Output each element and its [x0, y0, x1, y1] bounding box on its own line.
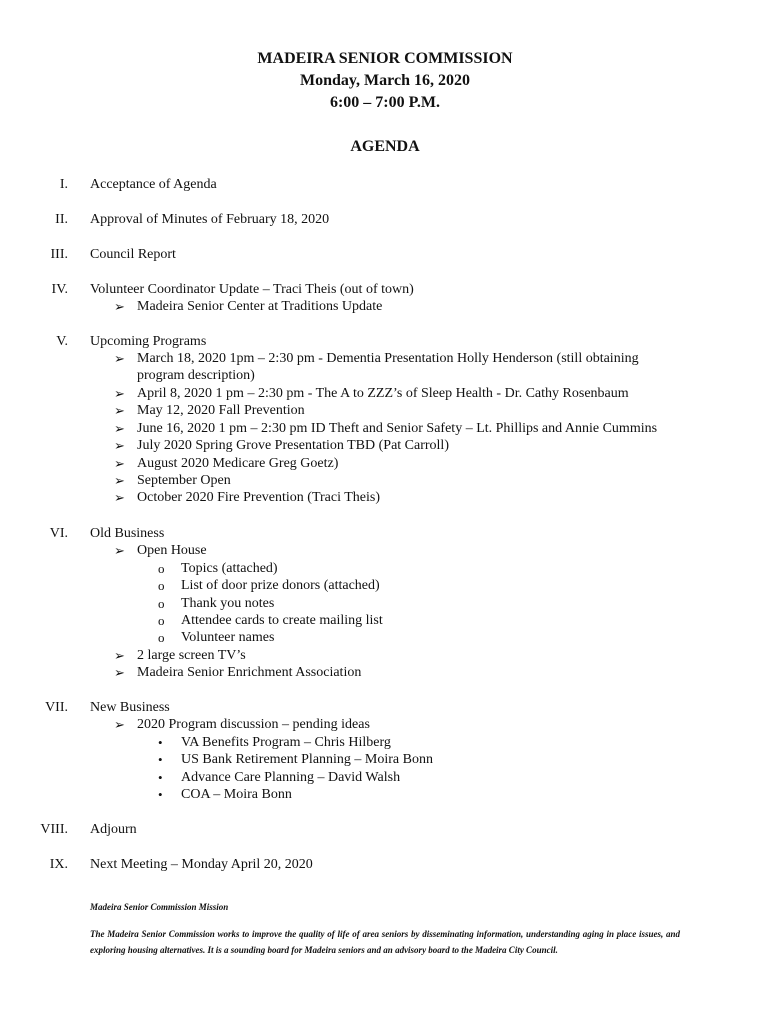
agenda-item: Next Meeting – Monday April 20, 2020 [90, 857, 313, 872]
dot-bullet-icon: • [158, 787, 163, 802]
agenda-item: Old Business [90, 526, 165, 541]
arrow-bullet-icon: ➢ [114, 456, 125, 471]
sub-sub-item: US Bank Retirement Planning – Moira Bonn [181, 752, 433, 767]
item-number: I. [59, 177, 68, 192]
circle-bullet-icon: o [158, 578, 165, 593]
arrow-bullet-icon: ➢ [114, 490, 125, 505]
sub-item: 2020 Program discussion – pending ideas [137, 717, 370, 732]
sub-sub-item: Advance Care Planning – David Walsh [181, 770, 401, 785]
arrow-bullet-icon: ➢ [114, 351, 125, 366]
sub-item-continuation: program description) [137, 368, 255, 383]
sub-item: April 8, 2020 1 pm – 2:30 pm - The A to ZZZ’s of Sleep Health - Dr. Cathy Rosenbaum [137, 386, 629, 401]
meeting-time: 6:00 – 7:00 P.M. [329, 94, 441, 111]
agenda-item: Adjourn [90, 822, 137, 837]
sub-sub-item: Attendee cards to create mailing list [181, 613, 383, 628]
agenda-heading: AGENDA [350, 138, 420, 155]
dot-bullet-icon: • [158, 735, 163, 750]
arrow-bullet-icon: ➢ [114, 473, 125, 488]
arrow-bullet-icon: ➢ [114, 386, 125, 401]
sub-item: Madeira Senior Center at Traditions Update [137, 299, 383, 314]
sub-item: March 18, 2020 1pm – 2:30 pm - Dementia Presentation Holly Henderson (still obtaining [137, 351, 639, 366]
item-number: II. [55, 212, 68, 227]
sub-item: May 12, 2020 Fall Prevention [137, 403, 305, 418]
arrow-bullet-icon: ➢ [114, 421, 125, 436]
dot-bullet-icon: • [158, 770, 163, 785]
item-number: VI. [49, 526, 68, 541]
mission-statement: The Madeira Senior Commission works to improve the quality of life of area seniors by disseminating information, understanding aging in place issues, and exploring housing alternatives. It is a sounding board for Madeira seniors and an advisory board to the Madeira City Council. [90, 929, 680, 955]
agenda-item: Acceptance of Agenda [90, 177, 217, 192]
org-title: MADEIRA SENIOR COMMISSION [257, 50, 513, 67]
item-number: IV. [51, 282, 68, 297]
arrow-bullet-icon: ➢ [114, 543, 125, 558]
item-number: III. [50, 247, 68, 262]
arrow-bullet-icon: ➢ [114, 717, 125, 732]
circle-bullet-icon: o [158, 596, 165, 611]
mission-title: Madeira Senior Commission Mission [90, 902, 229, 912]
sub-item: 2 large screen TV’s [137, 648, 246, 663]
arrow-bullet-icon: ➢ [114, 403, 125, 418]
sub-sub-item: Topics (attached) [181, 561, 278, 576]
arrow-bullet-icon: ➢ [114, 299, 125, 314]
item-number: VIII. [40, 822, 68, 837]
item-number: V. [56, 334, 68, 349]
item-number: VII. [45, 700, 68, 715]
arrow-bullet-icon: ➢ [114, 665, 125, 680]
agenda-item: Volunteer Coordinator Update – Traci Theis (out of town) [90, 282, 414, 297]
sub-sub-item: List of door prize donors (attached) [181, 578, 380, 593]
agenda-item: Council Report [90, 247, 176, 262]
agenda-item: New Business [90, 700, 170, 715]
circle-bullet-icon: o [158, 613, 165, 628]
sub-item: October 2020 Fire Prevention (Traci Theis) [137, 490, 381, 505]
sub-sub-item: Volunteer names [181, 630, 275, 645]
sub-sub-item: Thank you notes [181, 596, 275, 611]
agenda-item: Upcoming Programs [90, 334, 207, 349]
circle-bullet-icon: o [158, 630, 165, 645]
dot-bullet-icon: • [158, 752, 163, 767]
agenda-item: Approval of Minutes of February 18, 2020 [90, 212, 330, 227]
meeting-date: Monday, March 16, 2020 [300, 72, 470, 89]
sub-item: September Open [137, 473, 231, 488]
sub-item: Open House [137, 543, 207, 558]
sub-sub-item: VA Benefits Program – Chris Hilberg [181, 735, 391, 750]
sub-item: August 2020 Medicare Greg Goetz) [137, 456, 339, 471]
arrow-bullet-icon: ➢ [114, 438, 125, 453]
arrow-bullet-icon: ➢ [114, 648, 125, 663]
sub-item: July 2020 Spring Grove Presentation TBD (Pat Carroll) [137, 438, 449, 453]
item-number: IX. [49, 857, 68, 872]
sub-item: Madeira Senior Enrichment Association [137, 665, 362, 680]
sub-sub-item: COA – Moira Bonn [181, 787, 292, 802]
circle-bullet-icon: o [158, 561, 165, 576]
sub-item: June 16, 2020 1 pm – 2:30 pm ID Theft and Senior Safety – Lt. Phillips and Annie Cummins [137, 421, 658, 436]
